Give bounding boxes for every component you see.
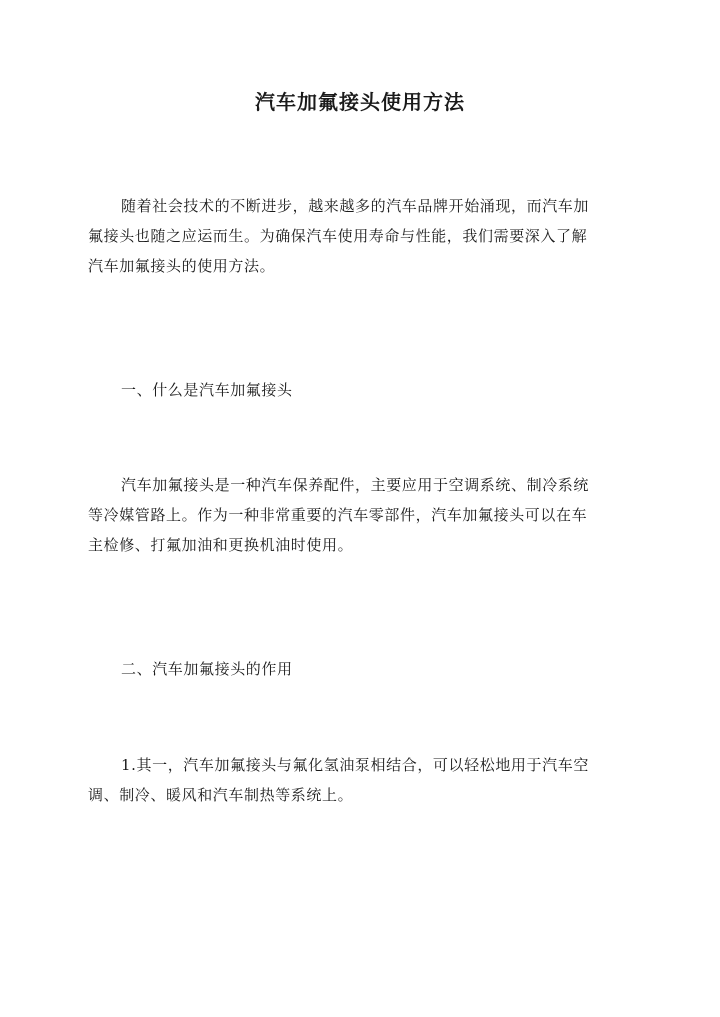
intro-paragraph [88,191,633,281]
paragraph-line: 汽车加氟接头的使用方法。 [88,257,276,275]
paragraph-line: 主检修、打氟加油和更换机油时使用。 [88,536,354,554]
function-item-1 [88,750,633,810]
paragraph-line: 随着社会技术的不断进步，越来越多的汽车品牌开始涌现，而汽车加 [121,197,590,215]
section-heading-what-is: 一、什么是汽车加氟接头 [121,381,293,399]
paragraph-line: 汽车加氟接头是一种汽车保养配件，主要应用于空调系统、制冷系统 [121,476,590,494]
section1-paragraph [88,470,633,560]
document-title: 汽车加氟接头使用方法 [255,90,465,114]
paragraph-line: 1.其一，汽车加氟接头与氟化氢油泵相结合，可以轻松地用于汽车空 [121,756,589,774]
paragraph-line: 氟接头也随之应运而生。为确保汽车使用寿命与性能，我们需要深入了解 [88,227,588,245]
paragraph-line: 等冷媒管路上。作为一种非常重要的汽车零部件，汽车加氟接头可以在车 [88,506,588,524]
paragraph-line: 调、制冷、暖风和汽车制热等系统上。 [88,786,354,804]
section-heading-function: 二、汽车加氟接头的作用 [121,660,293,678]
